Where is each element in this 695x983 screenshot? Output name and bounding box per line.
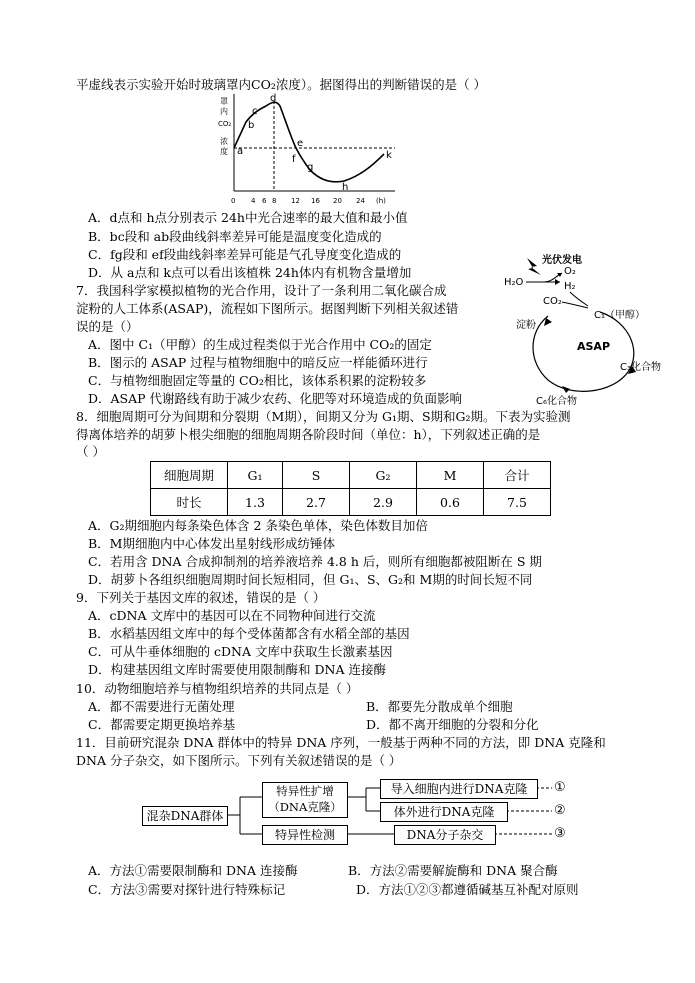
q9-option-d: D．构建基因组文库时需要使用限制酶和 DNA 连接酶: [88, 662, 386, 677]
table-header-cell: M: [417, 462, 484, 489]
q11-stem-1: 11．目前研究混杂 DNA 群体中的特异 DNA 序列，一般基于两种不同的方法，即 DNA 克隆和: [76, 735, 606, 750]
table-header-cell: 细胞周期: [151, 462, 228, 489]
c6-label: C₆化合物: [536, 396, 577, 407]
q9-option-b: B．水稻基因组文库中的每个受体菌都含有水稻全部的基因: [88, 626, 410, 641]
specific-detection-box: 特异性检测: [262, 825, 348, 845]
q8-stem-1: 8．细胞周期可分为间期和分裂期（M期），间期又分为 G₁期、S期和G₂期。下表为实验测: [76, 409, 571, 424]
specific-amplification-box: [262, 782, 348, 818]
dna-cloning-label: （DNA克隆）: [268, 800, 342, 814]
point-label-d: d: [270, 93, 277, 104]
x-tick-16: 16: [311, 197, 320, 205]
q7-option-d: D．ASAP 代谢路线有助于减少农药、化肥等对环境造成的负面影响: [88, 391, 463, 406]
lightning-icon: [527, 258, 541, 275]
x-tick-8: 8: [272, 197, 277, 205]
y-label-4: 浓: [220, 137, 228, 146]
q7-stem-1: 7．我国科学家模拟植物的光合作用，设计了一条利用二氧化碳合成: [76, 283, 447, 298]
q7-option-b: B．图示的 ASAP 过程与植物细胞中的暗反应一样能循环进行: [88, 355, 428, 370]
q10-option-b: B．都要先分散成单个细胞: [366, 699, 513, 714]
q6-option-a: A．d点和 h点分别表示 24h中光合速率的最大值和最小值: [88, 210, 408, 225]
asap-diagram: [500, 252, 690, 412]
q7-stem-3: 误的是（）: [76, 319, 139, 334]
q8-option-d: D．胡萝卜各组织细胞周期时间长短相同，但 G₁、S、G₂和 M期的时间长短不同: [88, 572, 533, 587]
q8-option-b: B．M期细胞内中心体发出星射线形成纺锤体: [88, 536, 335, 551]
h2-label: H₂: [564, 281, 576, 292]
q7-option-a: A．图中 C₁（甲醇）的生成过程类似于光合作用中 CO₂的固定: [88, 337, 432, 352]
x-tick-0: 0: [231, 197, 236, 205]
q11-option-a: A．方法①需要限制酶和 DNA 连接酶: [88, 863, 298, 878]
y-label-2: 内: [220, 107, 228, 116]
table-cell: 2.7: [283, 489, 350, 516]
table-cell: 时长: [151, 489, 228, 516]
q6-option-d: D．从 a点和 k点可以看出该植株 24h体内有机物含量增加: [88, 265, 412, 280]
method-1-marker: ①: [554, 780, 566, 795]
q10-option-d: D．都不离开细胞的分裂和分化: [366, 717, 539, 732]
o2-label: O₂: [564, 266, 576, 277]
point-label-g: g: [307, 162, 314, 173]
q10-stem: 10．动物细胞培养与植物组织培养的共同点是（ ）: [76, 681, 359, 696]
cell-cycle-table: [150, 461, 551, 516]
point-label-c: c: [252, 106, 258, 117]
table-header-cell: G₁: [228, 462, 283, 489]
y-label-1: 罩: [220, 97, 228, 106]
table-header-row: [151, 462, 551, 489]
q9-option-a: A．cDNA 文库中的基因可以在不同物种间进行交流: [88, 608, 376, 623]
table-cell: 1.3: [228, 489, 283, 516]
x-tick-4: 4: [251, 197, 256, 205]
x-tick-12: 12: [291, 197, 300, 205]
table-cell: 7.5: [484, 489, 551, 516]
q11-option-b: B．方法②需要解旋酶和 DNA 聚合酶: [348, 863, 558, 878]
x-unit: (h): [376, 197, 386, 205]
table-cell: 0.6: [417, 489, 484, 516]
method-2-box: 体外进行DNA克隆: [380, 802, 508, 822]
table-cell: 2.9: [350, 489, 417, 516]
table-header-cell: 合计: [484, 462, 551, 489]
q8-stem-3: （ ）: [76, 444, 105, 459]
q9-stem: 9．下列关于基因文库的叙述，错误的是（ ）: [76, 590, 326, 605]
q11-option-c: C．方法③需要对探针进行特殊标记: [88, 882, 286, 897]
q10-option-c: C．都需要定期更换培养基: [88, 717, 236, 732]
h2o-label: H₂O: [504, 277, 524, 288]
point-label-h: h: [342, 182, 349, 193]
q8-stem-2: 得离体培养的胡萝卜根尖细胞的细胞周期各阶段时间（单位：h），下列叙述正确的是: [76, 427, 541, 442]
table-header-cell: S: [283, 462, 350, 489]
starch-label: 淀粉: [516, 320, 536, 331]
q7-stem-2: 淀粉的人工体系(ASAP)，流程如下图所示。据图判断下列相关叙述错: [76, 301, 459, 316]
amplification-label: 特异性扩增: [276, 784, 334, 798]
method-1-box: 导入细胞内进行DNA克隆: [380, 779, 538, 799]
q6-option-b: B．bc段和 ab段曲线斜率差异可能是温度变化造成的: [88, 229, 382, 244]
x-tick-6: 6: [262, 197, 267, 205]
method-2-marker: ②: [554, 803, 566, 818]
q8-option-a: A．G₂期细胞内每条染色体含 2 条染色单体，染色体数目加倍: [88, 518, 428, 533]
y-label-3: CO₂: [218, 120, 232, 128]
co2-label: CO₂: [543, 296, 562, 307]
method-3-marker: ③: [554, 826, 566, 841]
q10-option-a: A．都不需要进行无菌处理: [88, 699, 235, 714]
table-header-cell: G₂: [350, 462, 417, 489]
q11-stem-2: DNA 分子杂交，如下图所示。下列有关叙述错误的是（ ）: [76, 753, 402, 768]
c1-label: C₁（甲醇）: [594, 310, 645, 321]
solar-power-label: 光伏发电: [542, 255, 582, 266]
q8-option-c: C．若用含 DNA 合成抑制剂的培养液培养 4.8 h 后，则所有细胞都被阻断在 S 期: [88, 554, 542, 569]
q6-option-c: C．fg段和 ef段曲线斜率差异可能是气孔导度变化造成的: [88, 247, 402, 262]
x-tick-24: 24: [356, 197, 365, 205]
co2-concentration-graph: [200, 92, 410, 207]
q11-option-d: D．方法①②③都遵循碱基互补配对原则: [356, 882, 579, 897]
q9-option-c: C．可从牛垂体细胞的 cDNA 文库中获取生长激素基因: [88, 644, 393, 659]
mixed-dna-box: 混杂DNA群体: [142, 806, 228, 826]
point-label-f: f: [292, 154, 296, 165]
table-row: [151, 489, 551, 516]
point-label-k: k: [386, 150, 392, 161]
c3-label: C₃化合物: [620, 362, 661, 373]
point-label-e: e: [297, 138, 304, 149]
y-label-5: 度: [220, 147, 228, 156]
q7-option-c: C．与植物细胞固定等量的 CO₂相比，该体系积累的淀粉较多: [88, 373, 427, 388]
point-label-a: a: [237, 146, 244, 157]
method-3-box: DNA分子杂交: [394, 825, 496, 845]
x-tick-20: 20: [333, 197, 342, 205]
point-label-b: b: [248, 120, 255, 131]
q6-intro: 平虚线表示实验开始时玻璃罩内CO₂浓度）。据图得出的判断错误的是（ ）: [76, 77, 487, 92]
asap-center-label: ASAP: [577, 340, 611, 353]
